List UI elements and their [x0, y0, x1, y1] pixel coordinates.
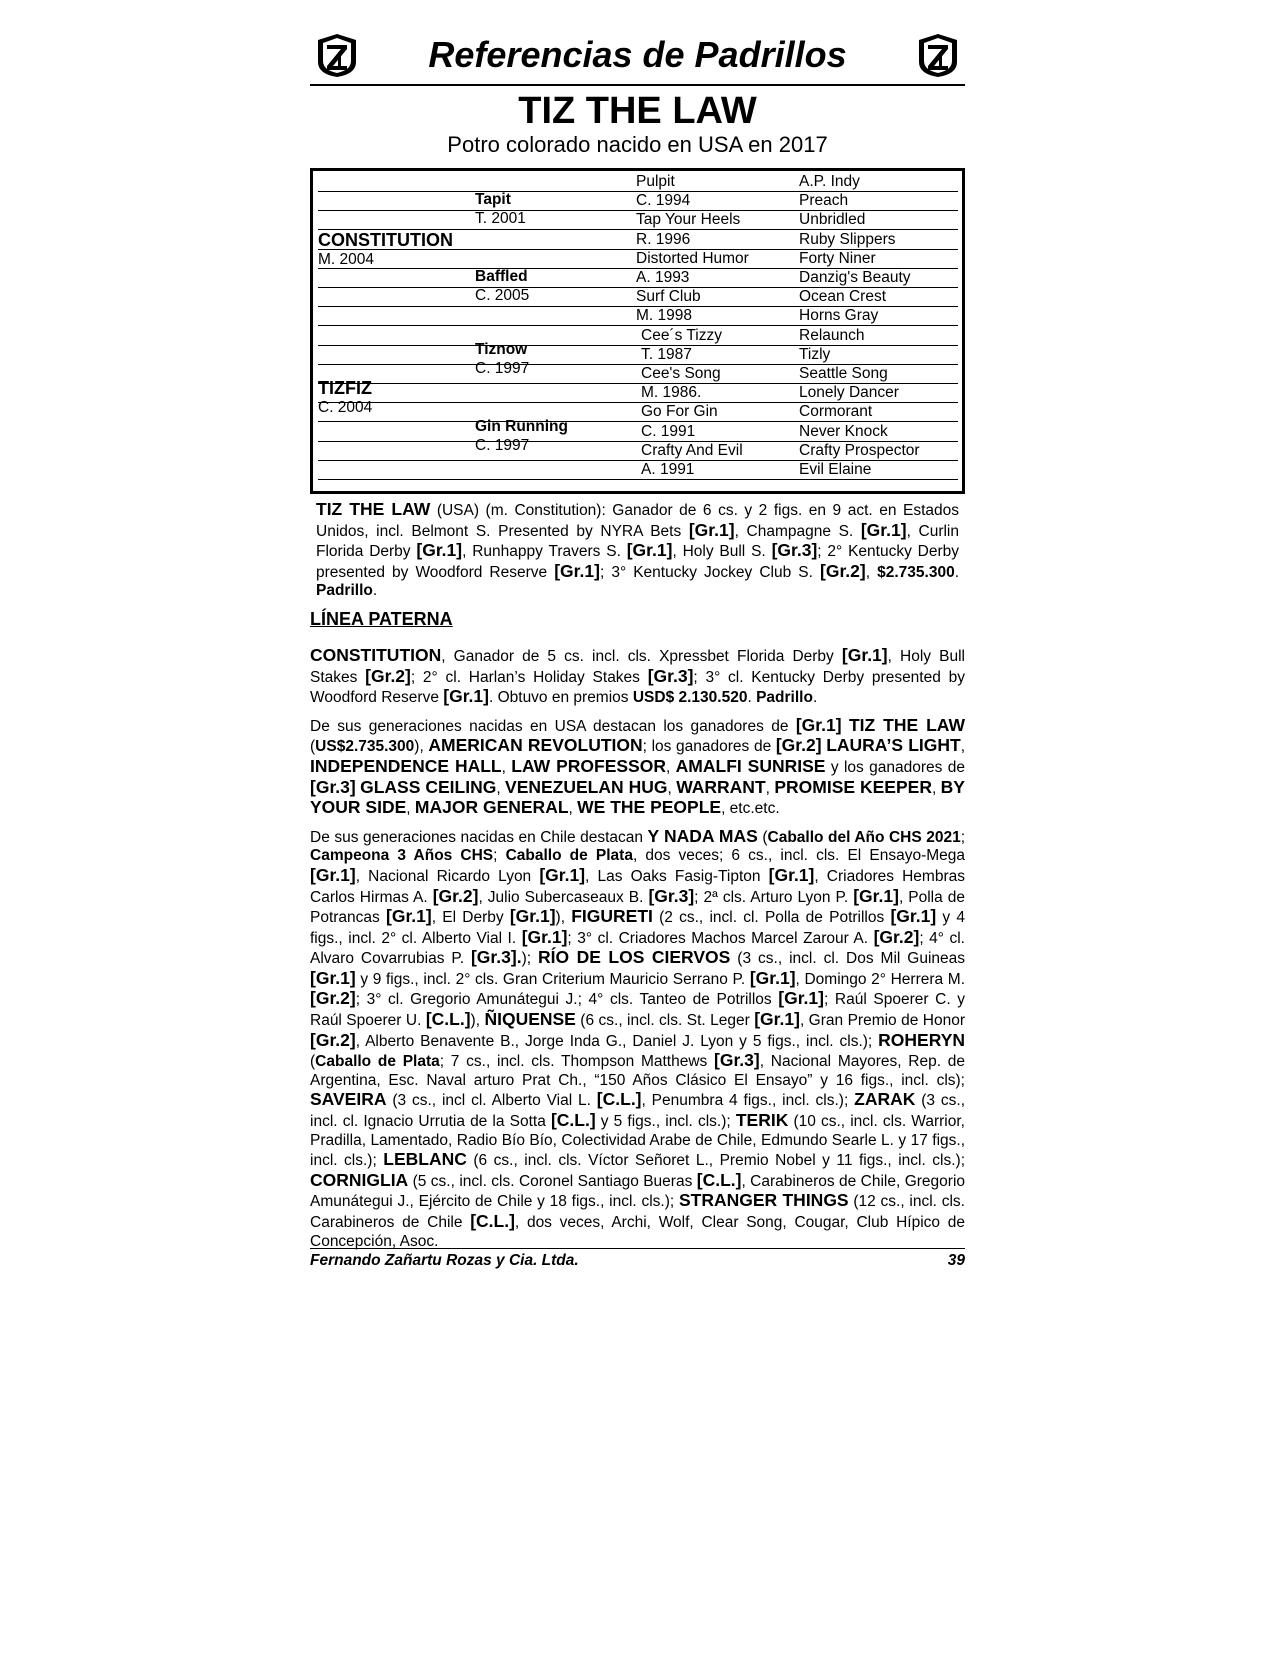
text: ; 2° Kentucky Derby presented by Woodford Reserve: [316, 543, 959, 581]
horse-name-inline: CORNIGLIA: [310, 1169, 409, 1190]
page: [310, 30, 965, 1259]
text: ;: [493, 847, 506, 865]
text: (12 cs., incl. cls. Carabineros de Chile: [310, 1193, 965, 1231]
horse-name-inline: AMALFI SUNRISE: [675, 755, 826, 776]
grade: [Gr.1]: [860, 519, 907, 540]
text: . Obtuvo en premios: [488, 689, 633, 707]
grandparent-year: C. 1997: [475, 360, 530, 377]
prize: USD$ 2.130.520: [632, 689, 748, 707]
text: (3 cs., incl. cl. Dos Mil Guineas: [730, 950, 966, 968]
page-header: [310, 30, 965, 86]
text: , Las Oaks Fasig-Tipton: [585, 867, 769, 885]
horse-name: TIZ THE LAW: [518, 90, 757, 132]
header-title: Referencias de Padrillos: [428, 34, 847, 75]
text: , dos veces; 6 cs., incl. cls. El Ensayo-Mega: [632, 847, 965, 865]
horse-name-inline: TERIK: [735, 1110, 789, 1131]
text: y 5 figs., incl. cls.);: [595, 1113, 736, 1131]
text: (: [310, 1053, 316, 1071]
pedigree-row-rule: [318, 479, 958, 480]
pedigree-gen3-cell: C. 1991: [641, 422, 696, 440]
text: ; 7 cs., incl. cls. Thompson Matthews: [439, 1053, 715, 1071]
grandparent-name: Tapit: [475, 191, 511, 208]
horse-name-inline: RÍO DE LOS CIERVOS: [537, 947, 731, 968]
text: , El Derby: [431, 909, 510, 927]
text: ,: [568, 800, 578, 818]
usa-offspring-paragraph: [310, 716, 965, 819]
section-title: LÍNEA PATERNA: [310, 608, 453, 629]
pedigree-gen4-cell: Ocean Crest: [799, 288, 887, 306]
text: y 4 figs., incl. 2° cl. Alberto Vial I.: [310, 909, 965, 947]
grade: [Gr.1]: [509, 906, 556, 927]
page-footer: [310, 1248, 965, 1270]
pedigree-gen3-cell: M. 1998: [636, 307, 693, 325]
text: (6 cs., incl. cls. Víctor Señoret L., Premio Nobel y 11 figs., incl. cls.);: [466, 1152, 965, 1170]
text: , Curlin Florida Derby: [316, 522, 959, 561]
text: ;: [960, 828, 966, 846]
text: , Julio Subercaseaux B.: [478, 888, 649, 906]
horse-name-inline: WE THE PEOPLE: [577, 797, 722, 818]
horse-name-inline: TIZ THE LAW: [316, 499, 431, 519]
text: , Carabineros de Chile, Gregorio Amunátegui J., Ejército de Chile y 18 figs., incl. cls.);: [310, 1172, 966, 1211]
horse-name-inline: FIGURETI: [571, 906, 653, 927]
text: (3 cs., incl. cl. Ignacio Urrutia de la Sotta: [310, 1092, 966, 1131]
grade: [Gr.1]: [539, 864, 586, 885]
text: y los ganadores de: [825, 758, 965, 776]
text: ; 3° Kentucky Jockey Club S.: [599, 563, 821, 581]
text: .: [954, 563, 960, 581]
grandparent-name: Gin Running: [475, 418, 568, 435]
pedigree-gen3-cell: T. 1987: [641, 345, 692, 363]
horse-name-inline: BY YOUR SIDE: [310, 776, 965, 818]
text: ; 2° cl. Harlan’s Holiday Stakes: [410, 668, 648, 686]
status: Padrillo: [316, 582, 373, 600]
text: ,: [765, 779, 775, 797]
pedigree-gen4-cell: Preach: [799, 192, 849, 210]
horse-name-inline: WARRANT: [676, 776, 766, 797]
horse-name-inline: AMERICAN REVOLUTION: [428, 735, 643, 756]
grade: [Gr.2]: [775, 735, 822, 756]
text: ),: [414, 738, 429, 756]
pedigree-gen4-cell: Forty Niner: [799, 249, 876, 267]
text: , dos veces, Archi, Wolf, Clear Song, Cougar, Club Hípico de Concepción, Asoc.: [310, 1214, 965, 1250]
intro-paragraph: [316, 500, 959, 601]
text: .: [372, 582, 378, 600]
grandparent-name: Baffled: [475, 268, 528, 285]
horse-name-inline: GLASS CEILING: [360, 776, 497, 797]
text: (: [310, 738, 316, 756]
grade: [Gr.2]: [310, 1029, 356, 1050]
text: ; 3° cl. Gregorio Amunátegui J.; 4° cls. Tanteo de Potrillos: [355, 991, 779, 1009]
grade: [Gr.1]: [688, 519, 735, 540]
horse-name-inline: SAVEIRA: [310, 1089, 387, 1110]
grade: [Gr.1]: [443, 686, 489, 707]
horse-name-inline: PROMISE KEEPER: [774, 776, 932, 797]
horse-name-inline: LEBLANC: [383, 1149, 467, 1170]
pedigree-gen3-cell: A. 1993: [636, 269, 690, 286]
prize: US$2.735.300: [315, 738, 415, 756]
horse-name-inline: VENEZUELAN HUG: [505, 776, 668, 797]
text: , Gran Premio de Honor: [799, 1012, 965, 1030]
grade: [Gr.1]: [768, 864, 815, 885]
text: ,: [931, 779, 941, 797]
pedigree-table: [310, 168, 965, 494]
grade: [Gr.2]: [310, 988, 356, 1009]
award: Caballo de Plata: [505, 847, 633, 865]
horse-name-inline: INDEPENDENCE HALL: [310, 755, 502, 776]
text: (USA) (m. Constitution): Ganador de 6 cs. y 2 figs. en 9 act. en Estados Unidos, incl. Belmont S. Presented by NYRA Bets: [316, 502, 959, 540]
grade: [Gr.1]: [841, 644, 888, 665]
pedigree-gen4-cell: Seattle Song: [799, 365, 888, 382]
text: .: [747, 689, 757, 707]
pedigree-gen4-cell: A.P. Indy: [799, 173, 860, 190]
grade: [Gr.1]: [310, 967, 356, 988]
pedigree-gen4-cell: Ruby Slippers: [799, 230, 896, 248]
text: ),: [470, 1012, 485, 1030]
pedigree-gen4-cell: Never Knock: [799, 422, 888, 440]
horse-name-inline: MAJOR GENERAL: [414, 797, 569, 818]
text: ; 3° cl. Kentucky Derby presented by Woodford Reserve: [310, 668, 965, 707]
footer-company: Fernando Zañartu Rozas y Cia. Ltda.: [310, 1252, 579, 1269]
dam-name: TIZFIZ: [318, 378, 372, 398]
text: (: [757, 828, 768, 846]
grade: [C.L.]: [696, 1169, 742, 1190]
grade: [Gr.1]: [386, 906, 432, 927]
horse-name-inline: LAW PROFESSOR: [511, 755, 666, 776]
grade: [Gr.3]: [310, 776, 356, 797]
pedigree-gen3-cell: Go For Gin: [641, 403, 718, 421]
text: ,: [496, 779, 506, 797]
grade: [C.L.]: [596, 1089, 642, 1110]
pedigree-gen4-cell: Evil Elaine: [799, 461, 872, 478]
text: .: [812, 689, 818, 707]
grade: [Gr.1]: [749, 967, 796, 988]
prize: $2.735.300: [877, 563, 955, 581]
grade: [Gr.3]: [771, 540, 818, 561]
grandparent-year: T. 2001: [475, 210, 526, 227]
zr-logo-icon: [314, 32, 360, 78]
grade: [Gr.1]: [521, 926, 568, 947]
pedigree-gen4-cell: Horns Gray: [799, 307, 879, 325]
pedigree-gen3-cell: Cee's Song: [641, 365, 721, 382]
grade: [Gr.3].: [470, 947, 522, 968]
horse-name-inline: LAURA’S LIGHT: [826, 735, 961, 756]
grade: [Gr.3]: [647, 665, 694, 686]
sire-name: CONSTITUTION: [318, 230, 453, 250]
text: (5 cs., incl. cls. Coronel Santiago Bueras: [408, 1172, 697, 1190]
pedigree-gen4-cell: Relaunch: [799, 326, 865, 344]
page-number: 39: [947, 1252, 965, 1269]
text: , Nacional Mayores, Rep. de Argentina, Esc. Naval arturo Prat Ch., “150 Años Clásico El Ensayo” y 16 figs., incl. cls);: [310, 1053, 965, 1089]
text: , Criadores Hembras Carlos Hirmas A.: [310, 867, 965, 906]
grade: [Gr.1]: [890, 906, 937, 927]
text: [842, 718, 849, 735]
pedigree-gen4-cell: Cormorant: [799, 403, 873, 421]
text: De sus generaciones nacidas en USA destacan los ganadores de: [310, 717, 796, 735]
grandparent-name: Tiznow: [475, 341, 528, 358]
dam-year: C. 2004: [318, 399, 373, 416]
constitution-paragraph: [310, 646, 965, 708]
text: ; 3° cl. Criadores Machos Marcel Zarour A.: [567, 929, 874, 947]
grade: [C.L.]: [425, 1009, 471, 1030]
text: , Polla de Potrancas: [310, 888, 965, 927]
text: , etc.etc.: [721, 800, 780, 818]
text: , Champagne S.: [734, 522, 861, 540]
text: De sus generaciones nacidas en Chile destacan: [310, 828, 648, 846]
grandparent-year: C. 2005: [475, 287, 530, 304]
grade: [Gr.2]: [820, 560, 866, 581]
pedigree-gen3-cell: R. 1996: [636, 230, 691, 248]
text: ,: [406, 800, 415, 818]
text: , Runhappy Travers S.: [462, 543, 627, 561]
text: ; 4° cl. Alvaro Covarrubias P.: [310, 929, 965, 968]
pedigree-gen3-cell: Pulpit: [636, 173, 675, 190]
grade: [Gr.1]: [416, 540, 463, 561]
pedigree-gen4-cell: Danzig's Beauty: [799, 269, 911, 286]
text: ,: [865, 563, 878, 581]
text: (10 cs., incl. cls. Warrior, Pradilla, Lamentado, Radio Bío Bío, Colectividad Arabe de Chile, Edmundo Searle L. y 17 figs., incl. cls.);: [310, 1113, 965, 1170]
horse-name-inline: ZARAK: [854, 1089, 916, 1110]
status: Padrillo: [756, 689, 813, 707]
pedigree-gen3-cell: M. 1986.: [641, 384, 702, 402]
grade: [Gr.2]: [873, 926, 920, 947]
horse-name-inline: ROHERYN: [878, 1029, 965, 1050]
grade: [Gr.1]: [554, 560, 600, 581]
text: , Domingo 2° Herrera M.: [795, 970, 965, 988]
pedigree-gen3-cell: C. 1994: [636, 192, 691, 210]
horse-name-inline: TIZ THE LAW: [848, 714, 965, 735]
grade: [Gr.1]: [853, 885, 899, 906]
horse-name-inline: ÑIQUENSE: [484, 1009, 576, 1030]
text: ,: [960, 738, 966, 756]
award: Caballo de Plata: [315, 1053, 440, 1071]
text: ,: [665, 758, 676, 776]
text: ,: [667, 779, 677, 797]
grade: [Gr.1]: [795, 714, 842, 735]
text: , Penumbra 4 figs., incl. cls.);: [641, 1092, 855, 1110]
pedigree-gen4-cell: Crafty Prospector: [799, 441, 920, 459]
sire-year: M. 2004: [318, 251, 375, 268]
text: , Alberto Benavente B., Jorge Inda G., Daniel J. Lyon y 5 figs., incl. cls.);: [355, 1032, 879, 1050]
pedigree-gen3-cell: Crafty And Evil: [641, 441, 743, 459]
pedigree-row-rule: [318, 345, 958, 346]
grade: [Gr.1]: [310, 864, 356, 885]
text: );: [521, 950, 538, 968]
horse-name-inline: CONSTITUTION: [310, 644, 442, 665]
pedigree-gen4-cell: Lonely Dancer: [799, 384, 899, 402]
grandparent-year: C. 1997: [475, 437, 530, 454]
grade: [Gr.3]: [648, 885, 695, 906]
grade: [Gr.1]: [626, 540, 673, 561]
chile-offspring-paragraph: [310, 827, 965, 1251]
pedigree-gen3-cell: Distorted Humor: [636, 249, 749, 267]
horse-description: Potro colorado nacido en USA en 2017: [447, 132, 828, 157]
text: ,: [501, 758, 512, 776]
grade: [C.L.]: [470, 1211, 515, 1231]
text: , Holy Bull S.: [672, 543, 772, 561]
text: ; Raúl Spoerer C. y Raúl Spoerer U.: [310, 991, 965, 1030]
zr-logo-icon: [915, 32, 961, 78]
text: ),: [555, 909, 572, 927]
award: Campeona 3 Años CHS: [310, 847, 494, 865]
pedigree-gen3-cell: A. 1991: [641, 461, 695, 478]
text: , Nacional Ricardo Lyon: [355, 867, 540, 885]
grade: [Gr.2]: [365, 665, 411, 686]
horse-name-inline: STRANGER THINGS: [678, 1190, 849, 1211]
horse-name-inline: Y NADA MAS: [647, 825, 758, 846]
pedigree-gen4-cell: Unbridled: [799, 211, 866, 229]
pedigree-gen4-cell: Tizly: [799, 345, 831, 363]
award: Caballo del Año CHS 2021: [767, 828, 961, 846]
pedigree-gen3-cell: Surf Club: [636, 288, 701, 306]
grade: [Gr.1]: [754, 1009, 800, 1030]
pedigree-gen3-cell: Tap Your Heels: [636, 211, 741, 229]
text: ; los ganadores de: [642, 738, 776, 756]
text: (3 cs., incl cl. Alberto Vial L.: [386, 1092, 597, 1110]
text: ; 2ª cls. Arturo Lyon P.: [694, 888, 854, 906]
text: (2 cs., incl. cl. Polla de Potrillos: [652, 909, 891, 927]
grade: [Gr.3]: [714, 1050, 760, 1071]
grade: [Gr.2]: [432, 885, 479, 906]
text: (6 cs., incl. cls. St. Leger: [575, 1012, 755, 1030]
grade: [C.L.]: [550, 1110, 596, 1131]
pedigree-gen3-cell: Cee´s Tizzy: [641, 326, 722, 344]
text: y 9 figs., incl. 2° cls. Gran Criterium Mauricio Serrano P.: [355, 970, 750, 988]
text: , Holy Bull Stakes: [310, 647, 965, 686]
text: , Ganador de 5 cs. incl. cls. Xpressbet Florida Derby: [441, 647, 842, 665]
grade: [Gr.1]: [778, 988, 824, 1009]
